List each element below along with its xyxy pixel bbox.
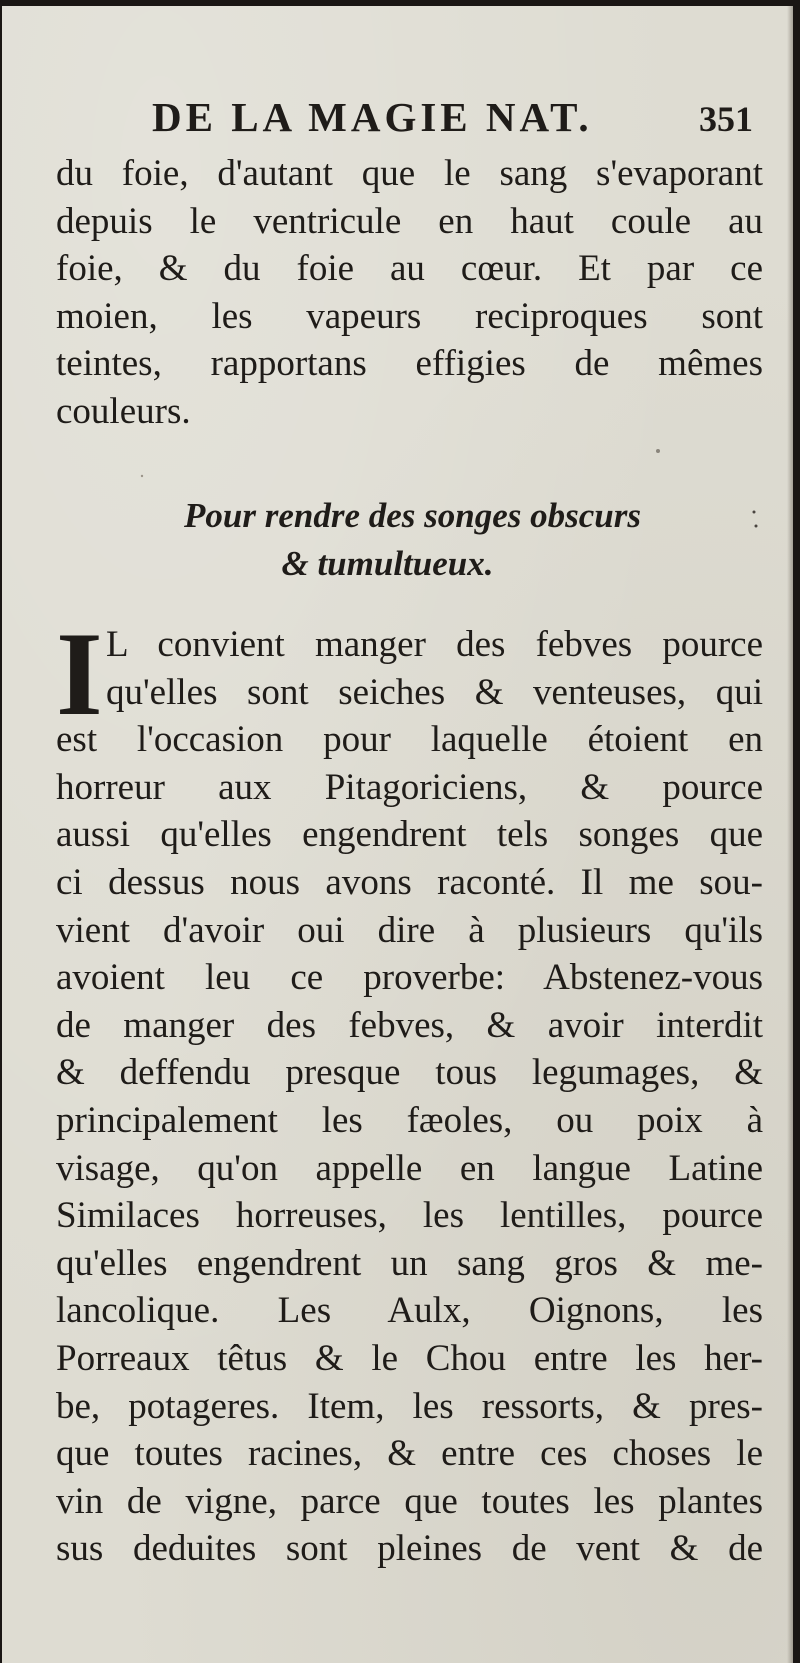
text-line: avoient leu ce proverbe: Abstenez-vous xyxy=(56,957,763,999)
text-line: qu'elles sont seiches & venteuses, qui xyxy=(106,671,763,713)
ink-speck xyxy=(141,475,143,477)
paragraph-1 xyxy=(56,150,763,435)
drop-cap: I xyxy=(56,607,103,740)
text-line: lancolique. Les Aulx, Oignons, les xyxy=(56,1290,763,1332)
text-line: horreur aux Pitagoriciens, & pource xyxy=(56,766,763,808)
text-line: be, potageres. Item, les ressorts, & pres- xyxy=(56,1385,763,1427)
text-line: teintes, rapportans effigies de mêmes xyxy=(56,343,763,384)
paragraph-2 xyxy=(56,607,763,1573)
text-line: L convient manger des febves pource xyxy=(106,624,763,665)
text-line: est l'occasion pour laquelle étoient en xyxy=(56,719,763,761)
text-line: Porreaux têtus & le Chou entre les her- xyxy=(56,1337,763,1379)
text-line: aussi qu'elles engendrent tels songes que xyxy=(56,814,763,856)
text-line: & deffendu presque tous legumages, & xyxy=(56,1052,763,1094)
text-line: du foie, d'autant que le sang s'evaporant xyxy=(56,153,763,194)
text-line: couleurs. xyxy=(56,390,191,432)
heading-line: Pour rendre des songes obscurs xyxy=(184,496,641,535)
text-line: moien, les vapeurs reciproques sont xyxy=(56,295,763,337)
heading-line: & tumultueux. xyxy=(281,544,494,583)
text-line: visage, qu'on appelle en langue Latine xyxy=(56,1147,763,1189)
book-page xyxy=(2,6,793,1663)
running-head xyxy=(152,92,773,142)
page-number: 351 xyxy=(699,99,753,139)
ink-speck xyxy=(656,449,660,453)
section-heading xyxy=(2,492,793,588)
text-line: depuis le ventricule en haut coule au xyxy=(56,200,763,242)
text-line: qu'elles engendrent un sang gros & me- xyxy=(56,1242,763,1284)
text-line: principalement les fæoles, ou poix à xyxy=(56,1099,763,1141)
text-line: Similaces horreuses, les lentilles, pource xyxy=(56,1195,763,1237)
text-line: vin de vigne, parce que toutes les plantes xyxy=(56,1480,763,1522)
text-line: de manger des febves, & avoir interdit xyxy=(56,1004,763,1046)
text-line: sus deduites sont pleines de vent & de xyxy=(56,1528,763,1570)
text-line: que toutes racines, & entre ces choses le xyxy=(56,1433,763,1475)
text-line: foie, & du foie au cœur. Et par ce xyxy=(56,248,763,289)
text-line: ci dessus nous avons raconté. Il me sou- xyxy=(56,861,763,903)
running-title: DE LA MAGIE NAT. xyxy=(152,94,593,140)
text-line: vient d'avoir oui dire à plusieurs qu'ils xyxy=(56,909,763,951)
